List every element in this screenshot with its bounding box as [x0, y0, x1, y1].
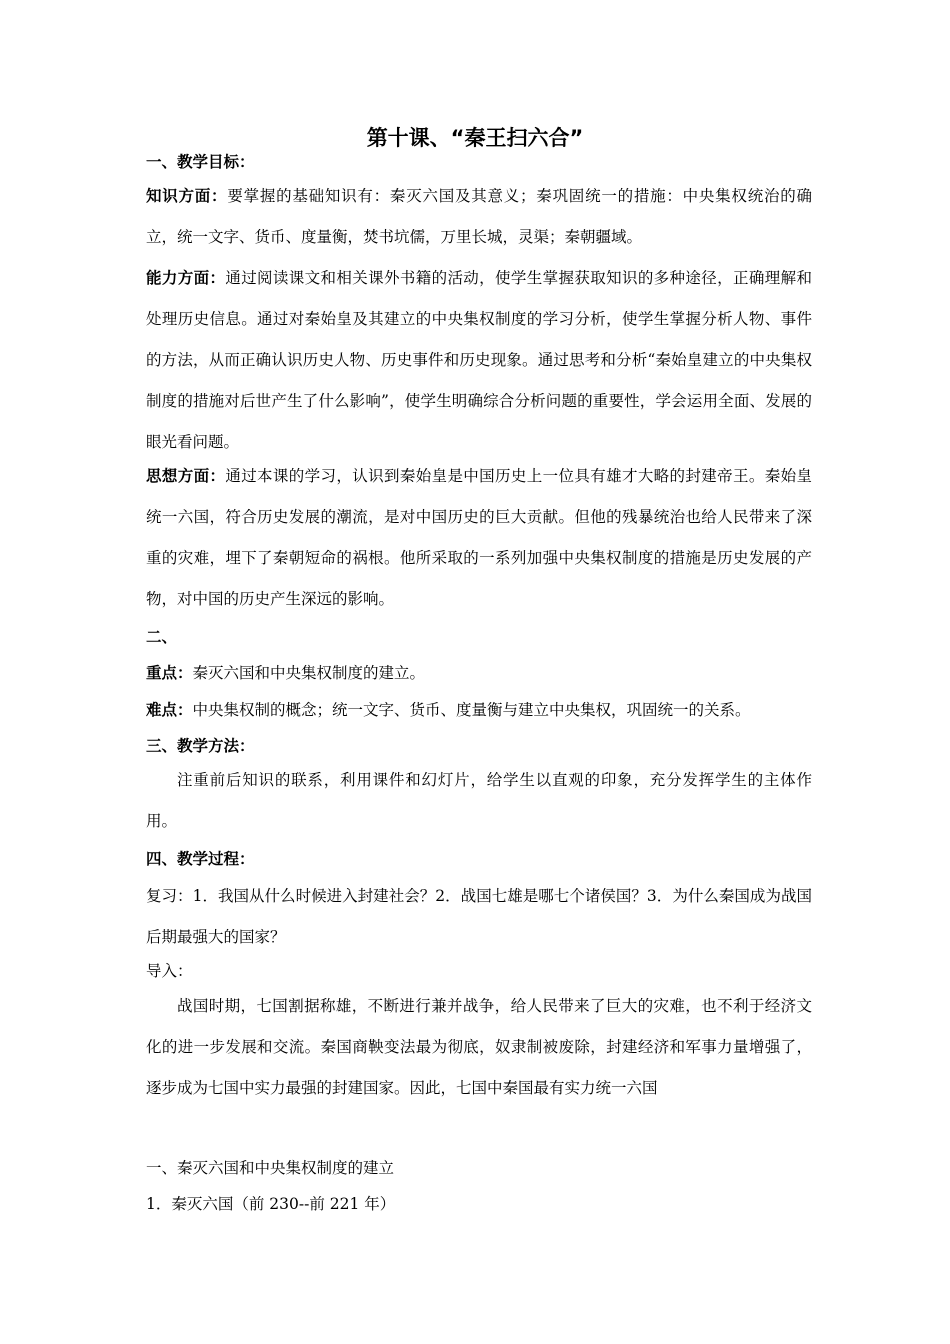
ability-label: 能力方面： — [146, 269, 226, 287]
ability-paragraph — [146, 258, 812, 463]
difficult-point-text: 中央集权制的概念；统一文字、货币、度量衡与建立中央集权，巩固统一的关系。 — [192, 701, 751, 719]
part-one-subheading: 1．秦灭六国（前 230--前 221 年） — [146, 1195, 396, 1213]
section-heading-process: 四、教学过程： — [146, 850, 255, 868]
thought-label: 思想方面： — [146, 467, 226, 485]
key-point-label: 重点： — [146, 664, 193, 682]
section-heading-objectives: 一、教学目标： — [146, 153, 255, 171]
review-paragraph: 复习：1．我国从什么时候进入封建社会？2．战国七雄是哪七个诸侯国？3．为什么秦国成为战国后期最强大的国家？ — [146, 887, 812, 946]
section-heading-two: 二、 — [146, 628, 178, 646]
knowledge-label: 知识方面： — [146, 187, 228, 205]
key-point-text: 秦灭六国和中央集权制度的建立。 — [192, 664, 426, 682]
knowledge-text: 要掌握的基础知识有：秦灭六国及其意义；秦巩固统一的措施：中央集权统治的确立，统一文字、货币、度量衡，焚书坑儒，万里长城，灵渠；秦朝疆域。 — [146, 187, 812, 246]
method-paragraph: 注重前后知识的联系，利用课件和幻灯片，给学生以直观的印象，充分发挥学生的主体作用。 — [146, 771, 812, 830]
knowledge-paragraph — [146, 176, 812, 258]
difficult-point-line — [146, 699, 812, 721]
thought-paragraph — [146, 456, 812, 620]
difficult-point-label: 难点： — [146, 701, 193, 719]
ability-text: 通过阅读课文和相关课外书籍的活动，使学生掌握获取知识的多种途径，正确理解和处理历史信息。通过对秦始皇及其建立的中央集权制度的学习分析，使学生掌握分析人物、事件的方法，从而正确认识历史人物、历史事件和历史现象。通过思考和分析“秦始皇建立的中央集权制度的措施对后世产生了什么影响”，使学生明确综合分析问题的重要性，学会运用全面、发展的眼光看问题。 — [146, 269, 812, 451]
part-one-heading: 一、秦灭六国和中央集权制度的建立 — [146, 1159, 395, 1177]
key-point-line — [146, 662, 812, 684]
section-heading-method: 三、教学方法： — [146, 737, 255, 755]
thought-text: 通过本课的学习，认识到秦始皇是中国历史上一位具有雄才大略的封建帝王。秦始皇统一六国，符合历史发展的潮流，是对中国历史的巨大贡献。但他的残暴统治也给人民带来了深重的灾难，埋下了秦朝短命的祸根。他所采取的一系列加强中央集权制度的措施是历史发展的产物，对中国的历史产生深远的影响。 — [146, 467, 812, 608]
page-title: 第十课、“秦王扫六合” — [366, 126, 584, 150]
intro-label: 导入： — [146, 962, 193, 980]
intro-paragraph: 战国时期，七国割据称雄，不断进行兼并战争，给人民带来了巨大的灾难，也不利于经济文化的进一步发展和交流。秦国商鞅变法最为彻底，奴隶制被废除，封建经济和军事力量增强了，逐步成为七国中实力最强的封建国家。因此，七国中秦国最有实力统一六国 — [146, 997, 812, 1097]
